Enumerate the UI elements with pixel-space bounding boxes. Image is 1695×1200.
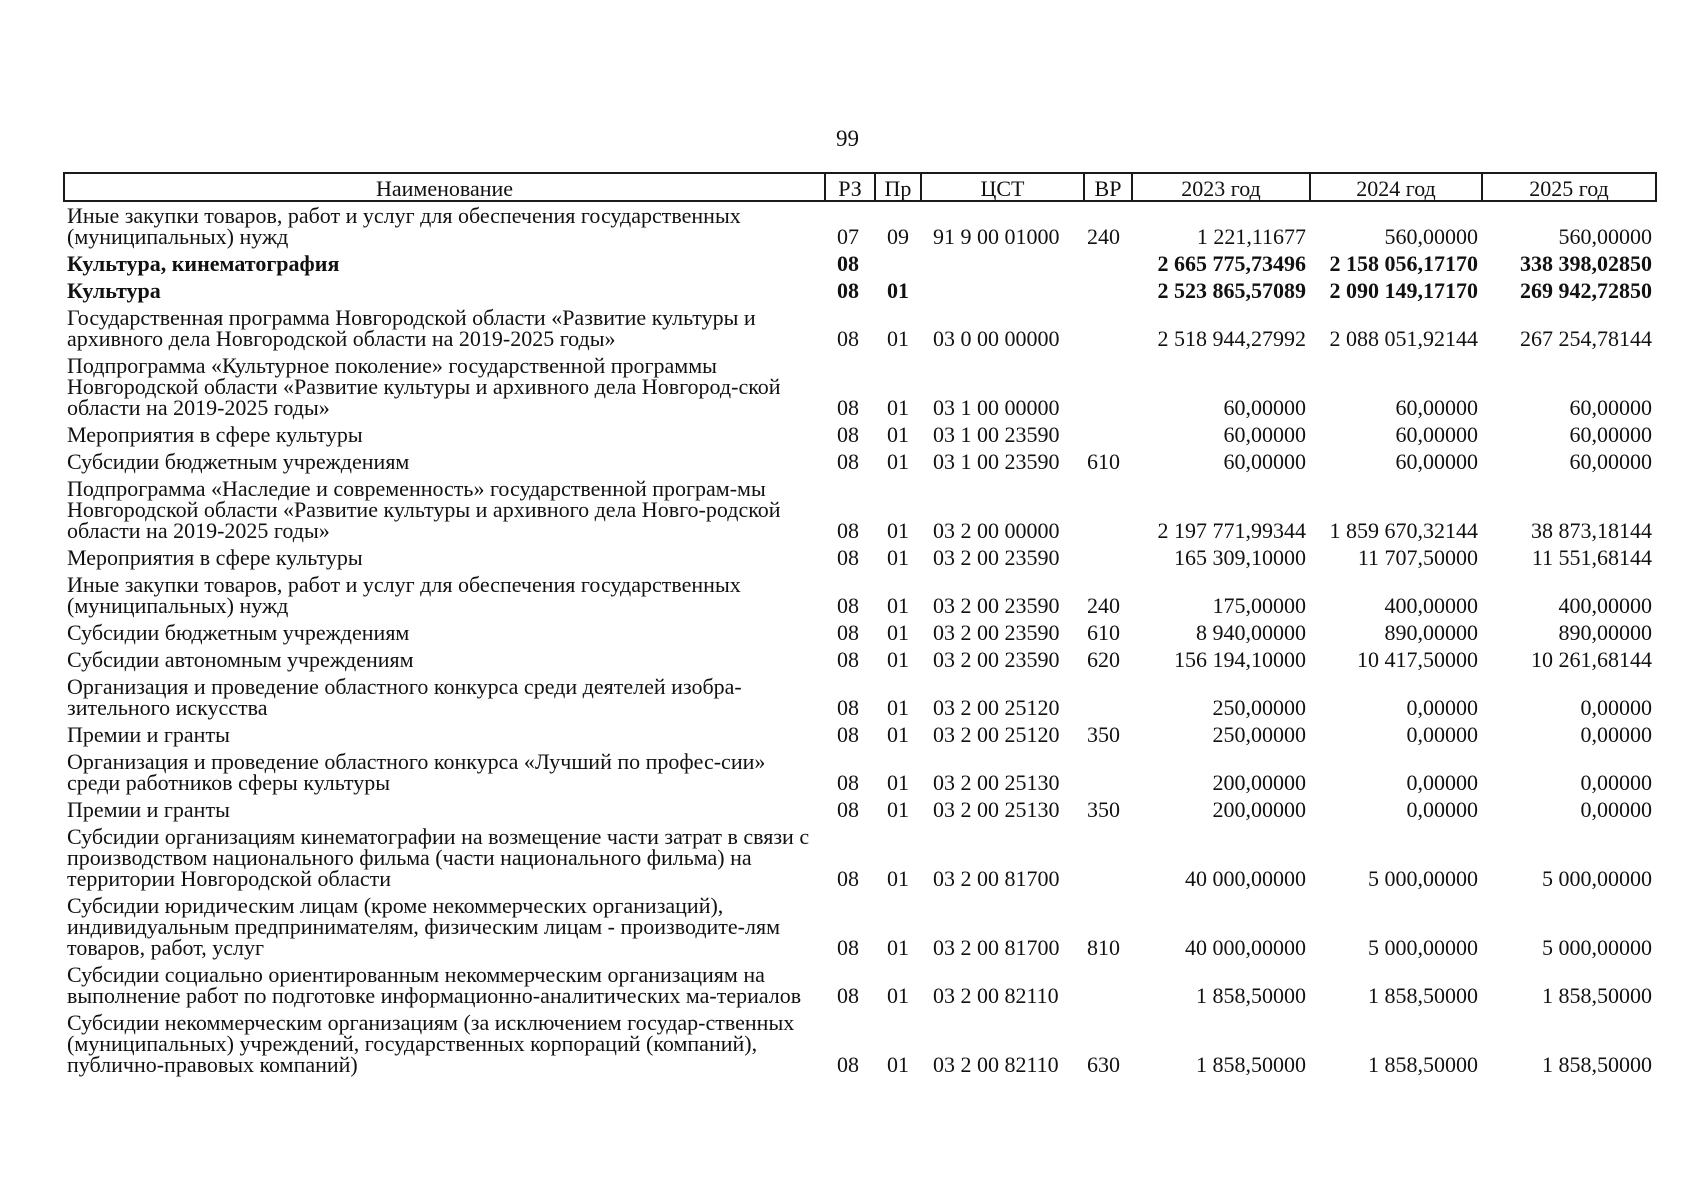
row-rz: 08 — [837, 593, 859, 618]
row-2023-value: 1 858,50000 — [1196, 983, 1306, 1008]
row-2023-value: 60,00000 — [1223, 449, 1306, 474]
row-name: Иные закупки товаров, работ и услуг для обеспечения государственных (муниципальных) нужд — [67, 572, 741, 618]
row-2024-value: 0,00000 — [1406, 695, 1478, 720]
row-cst: 03 2 00 82110 — [933, 1052, 1059, 1077]
table-row — [64, 675, 1656, 723]
row-2023-value: 2 197 771,99344 — [1157, 518, 1306, 543]
header-name: Наименование — [64, 173, 825, 201]
row-pr: 01 — [887, 278, 909, 303]
row-name: Премии и гранты — [67, 797, 230, 822]
row-2024-value: 890,00000 — [1384, 620, 1478, 645]
header-vr: ВР — [1084, 173, 1132, 201]
row-pr: 01 — [887, 983, 909, 1008]
row-2025-value: 5 000,00000 — [1542, 866, 1652, 891]
row-pr — [875, 252, 921, 279]
row-vr: 630 — [1087, 1052, 1120, 1077]
row-2024-value: 2 088 051,92144 — [1329, 326, 1478, 351]
row-name: Субсидии некоммерческим организациям (за исключением государ-ственных (муниципальных) учреждений, государственных корпораций (компаний), публично-правовых компаний) — [67, 1010, 795, 1077]
row-rz: 08 — [837, 1052, 859, 1077]
row-pr: 01 — [887, 935, 909, 960]
row-vr: 350 — [1087, 722, 1120, 747]
row-name: Субсидии юридическим лицам (кроме некоммерческих организаций), индивидуальным предпринимателям, физическим лицам - производите-лям товаров, работ, услуг — [67, 893, 781, 960]
table-row — [64, 450, 1656, 477]
row-cst: 03 2 00 23590 — [933, 593, 1060, 618]
row-cst: 03 2 00 81700 — [933, 866, 1060, 891]
row-name: Премии и гранты — [67, 722, 230, 747]
row-2023-value: 2 665 775,73496 — [1157, 251, 1306, 276]
header-row — [64, 173, 1656, 201]
row-name: Культура — [67, 278, 161, 303]
row-2023-value: 200,00000 — [1212, 770, 1306, 795]
row-rz: 08 — [837, 770, 859, 795]
row-2025-value: 11 551,68144 — [1531, 545, 1652, 570]
row-vr — [1084, 306, 1132, 354]
row-vr: 810 — [1087, 935, 1120, 960]
row-2023-value: 2 523 865,57089 — [1157, 278, 1306, 303]
table-row — [64, 1011, 1656, 1080]
row-rz: 08 — [837, 722, 859, 747]
row-rz: 08 — [837, 545, 859, 570]
row-name: Организация и проведение областного конкурса «Лучший по профес-сии» среди работников сферы культуры — [67, 749, 766, 795]
row-2024-value: 1 858,50000 — [1368, 983, 1478, 1008]
row-vr — [1084, 477, 1132, 546]
row-2024-value: 11 707,50000 — [1357, 545, 1478, 570]
row-2024-value: 0,00000 — [1406, 797, 1478, 822]
row-cst: 91 9 00 01000 — [933, 224, 1060, 249]
row-rz: 08 — [837, 647, 859, 672]
row-2025-value: 0,00000 — [1580, 722, 1652, 747]
row-2023-value: 40 000,00000 — [1185, 935, 1306, 960]
table-row — [64, 477, 1656, 546]
row-vr — [1084, 279, 1132, 306]
row-pr: 01 — [887, 770, 909, 795]
table-row — [64, 798, 1656, 825]
row-2025-value: 60,00000 — [1569, 422, 1652, 447]
row-vr — [1084, 675, 1132, 723]
row-2024-value: 0,00000 — [1406, 770, 1478, 795]
row-cst: 03 2 00 23590 — [933, 647, 1060, 672]
row-pr: 09 — [887, 224, 909, 249]
row-2025-value: 38 873,18144 — [1531, 518, 1652, 543]
row-rz: 08 — [837, 395, 859, 420]
row-vr: 350 — [1087, 797, 1120, 822]
row-2024-value: 60,00000 — [1395, 395, 1478, 420]
row-2023-value: 40 000,00000 — [1185, 866, 1306, 891]
row-cst: 03 1 00 00000 — [933, 395, 1060, 420]
table-row — [64, 306, 1656, 354]
row-vr — [1084, 963, 1132, 1011]
table-header — [64, 173, 1656, 201]
row-2024-value: 60,00000 — [1395, 449, 1478, 474]
table-row — [64, 423, 1656, 450]
page-number: 99 — [836, 126, 859, 151]
row-cst: 03 2 00 25120 — [933, 695, 1060, 720]
row-pr: 01 — [887, 395, 909, 420]
row-cst: 03 2 00 81700 — [933, 935, 1060, 960]
row-name: Субсидии бюджетным учреждениям — [67, 449, 410, 474]
row-vr: 610 — [1087, 449, 1120, 474]
row-2025-value: 0,00000 — [1580, 770, 1652, 795]
row-pr: 01 — [887, 722, 909, 747]
row-2023-value: 175,00000 — [1212, 593, 1306, 618]
row-2023-value: 1 221,11677 — [1196, 224, 1306, 249]
row-cst: 03 2 00 25130 — [933, 770, 1060, 795]
table-row — [64, 963, 1656, 1011]
row-2023-value: 165 309,10000 — [1174, 545, 1306, 570]
header-rz: РЗ — [825, 173, 875, 201]
header-cst: ЦСТ — [921, 173, 1084, 201]
row-pr: 01 — [887, 866, 909, 891]
row-rz: 08 — [837, 278, 859, 303]
row-name: Субсидии социально ориентированным некоммерческим организациям на выполнение работ по подготовке информационно-аналитических ма-териалов — [67, 962, 802, 1008]
row-pr: 01 — [887, 695, 909, 720]
row-rz: 08 — [837, 518, 859, 543]
table-row — [64, 546, 1656, 573]
row-2024-value: 1 858,50000 — [1368, 1052, 1478, 1077]
row-vr: 620 — [1087, 647, 1120, 672]
row-2023-value: 250,00000 — [1212, 722, 1306, 747]
row-2025-value: 60,00000 — [1569, 395, 1652, 420]
row-pr: 01 — [887, 422, 909, 447]
row-2025-value: 5 000,00000 — [1542, 935, 1652, 960]
row-pr: 01 — [887, 449, 909, 474]
row-cst: 03 2 00 25130 — [933, 797, 1060, 822]
row-2025-value: 0,00000 — [1580, 797, 1652, 822]
row-pr: 01 — [887, 1052, 909, 1077]
table-row — [64, 825, 1656, 894]
row-pr: 01 — [887, 620, 909, 645]
row-cst: 03 2 00 82110 — [933, 983, 1059, 1008]
table-row — [64, 201, 1656, 252]
row-rz: 08 — [837, 620, 859, 645]
row-rz: 08 — [837, 866, 859, 891]
row-cst: 03 1 00 23590 — [933, 449, 1060, 474]
table-row — [64, 648, 1656, 675]
row-vr — [1084, 825, 1132, 894]
row-pr: 01 — [887, 647, 909, 672]
row-name: Культура, кинематография — [67, 251, 340, 276]
row-name: Иные закупки товаров, работ и услуг для обеспечения государственных (муниципальных) нужд — [67, 203, 741, 249]
row-2025-value: 400,00000 — [1558, 593, 1652, 618]
row-cst: 03 2 00 00000 — [933, 518, 1060, 543]
header-2023: 2023 год — [1132, 173, 1310, 201]
table-body — [64, 201, 1656, 1080]
row-name: Мероприятия в сфере культуры — [67, 545, 363, 570]
row-2024-value: 5 000,00000 — [1368, 866, 1478, 891]
row-2023-value: 200,00000 — [1212, 797, 1306, 822]
row-2023-value: 60,00000 — [1223, 422, 1306, 447]
row-rz: 08 — [837, 449, 859, 474]
table-row — [64, 750, 1656, 798]
row-2024-value: 60,00000 — [1395, 422, 1478, 447]
row-2025-value: 1 858,50000 — [1542, 1052, 1652, 1077]
row-cst: 03 1 00 23590 — [933, 422, 1060, 447]
row-rz: 08 — [837, 251, 859, 276]
row-name: Организация и проведение областного конкурса среди деятелей изобра-зительного искусства — [67, 674, 742, 720]
row-2025-value: 338 398,02850 — [1520, 251, 1652, 276]
row-name: Подпрограмма «Культурное поколение» государственной программы Новгородской области «Развитие культуры и архивного дела Новгород-ской области на 2019-2025 годы» — [67, 353, 781, 420]
row-rz: 08 — [837, 326, 859, 351]
row-2025-value: 10 261,68144 — [1531, 647, 1652, 672]
table-row — [64, 894, 1656, 963]
row-pr: 01 — [887, 797, 909, 822]
row-name: Субсидии организациям кинематографии на возмещение части затрат в связи с производством национального фильма (части национального фильма) на территории Новгородской области — [67, 824, 810, 891]
row-name: Подпрограмма «Наследие и современность» государственной програм-мы Новгородской области «Развитие культуры и архивного дела Новго-родской области на 2019-2025 годы» — [67, 476, 781, 543]
row-name: Субсидии бюджетным учреждениям — [67, 620, 410, 645]
row-2025-value: 60,00000 — [1569, 449, 1652, 474]
row-rz: 08 — [837, 935, 859, 960]
row-cst — [921, 279, 1084, 306]
row-vr: 610 — [1087, 620, 1120, 645]
row-rz: 08 — [837, 797, 859, 822]
row-cst: 03 0 00 00000 — [933, 326, 1060, 351]
row-cst: 03 2 00 23590 — [933, 620, 1060, 645]
row-name: Мероприятия в сфере культуры — [67, 422, 363, 447]
row-vr — [1084, 252, 1132, 279]
row-2025-value: 560,00000 — [1558, 224, 1652, 249]
row-name: Субсидии автономным учреждениям — [67, 647, 414, 672]
row-2023-value: 156 194,10000 — [1174, 647, 1306, 672]
row-vr — [1084, 354, 1132, 423]
table-row — [64, 621, 1656, 648]
row-2025-value: 1 858,50000 — [1542, 983, 1652, 1008]
row-2024-value: 2 158 056,17170 — [1329, 251, 1478, 276]
row-2025-value: 267 254,78144 — [1520, 326, 1652, 351]
row-vr: 240 — [1087, 593, 1120, 618]
row-2024-value: 400,00000 — [1384, 593, 1478, 618]
row-pr: 01 — [887, 593, 909, 618]
row-vr: 240 — [1087, 224, 1120, 249]
table-row — [64, 252, 1656, 279]
row-pr: 01 — [887, 326, 909, 351]
row-name: Государственная программа Новгородской области «Развитие культуры и архивного дела Новгородской области на 2019-2025 годы» — [67, 305, 756, 351]
row-rz: 08 — [837, 422, 859, 447]
row-vr — [1084, 750, 1132, 798]
row-cst — [921, 252, 1084, 279]
row-cst: 03 2 00 23590 — [933, 545, 1060, 570]
row-2024-value: 10 417,50000 — [1357, 647, 1478, 672]
row-2025-value: 890,00000 — [1558, 620, 1652, 645]
header-2024: 2024 год — [1310, 173, 1482, 201]
table-row — [64, 354, 1656, 423]
row-vr — [1084, 546, 1132, 573]
table-row — [64, 723, 1656, 750]
row-rz: 08 — [837, 983, 859, 1008]
row-vr — [1084, 423, 1132, 450]
row-2024-value: 5 000,00000 — [1368, 935, 1478, 960]
row-2024-value: 0,00000 — [1406, 722, 1478, 747]
row-cst: 03 2 00 25120 — [933, 722, 1060, 747]
row-rz: 07 — [837, 224, 859, 249]
row-pr: 01 — [887, 518, 909, 543]
row-2023-value: 60,00000 — [1223, 395, 1306, 420]
row-2023-value: 8 940,00000 — [1196, 620, 1306, 645]
budget-table — [63, 172, 1657, 1080]
row-2025-value: 269 942,72850 — [1520, 278, 1652, 303]
row-2024-value: 560,00000 — [1384, 224, 1478, 249]
table-row — [64, 279, 1656, 306]
table-row — [64, 573, 1656, 621]
header-2025: 2025 год — [1482, 173, 1656, 201]
row-2024-value: 2 090 149,17170 — [1329, 278, 1478, 303]
row-2025-value: 0,00000 — [1580, 695, 1652, 720]
row-pr: 01 — [887, 545, 909, 570]
row-2023-value: 2 518 944,27992 — [1157, 326, 1306, 351]
header-pr: Пр — [875, 173, 921, 201]
row-2023-value: 250,00000 — [1212, 695, 1306, 720]
row-2024-value: 1 859 670,32144 — [1329, 518, 1478, 543]
row-2023-value: 1 858,50000 — [1196, 1052, 1306, 1077]
row-rz: 08 — [837, 695, 859, 720]
